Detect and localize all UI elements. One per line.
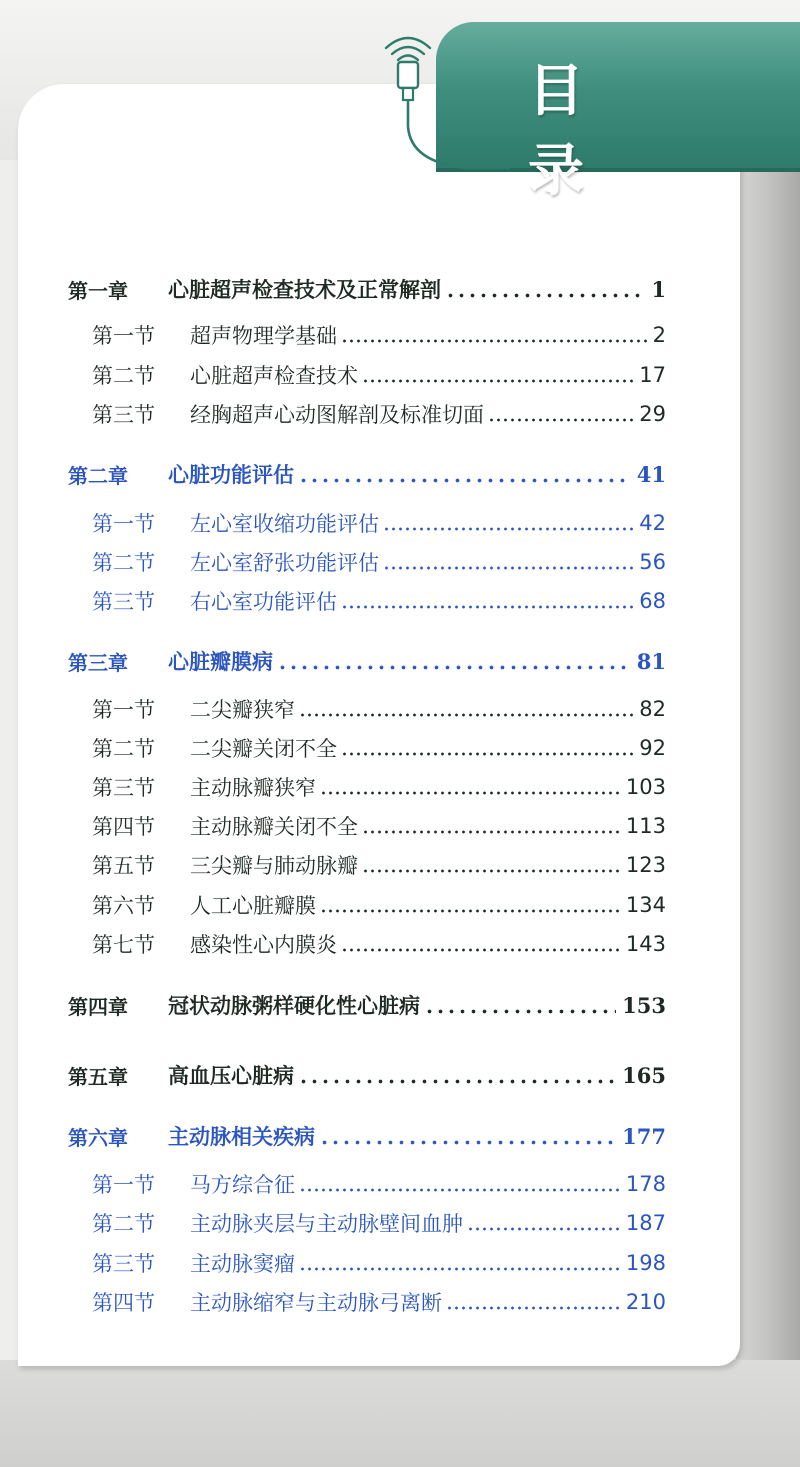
section-number: 第一节 xyxy=(92,324,155,348)
dot-leader xyxy=(445,293,645,298)
page-number: 1 xyxy=(651,276,666,302)
chapter-number: 第六章 xyxy=(68,1125,128,1150)
page-number: 123 xyxy=(625,853,666,877)
dot-leader xyxy=(446,1306,620,1310)
page-number: 56 xyxy=(639,550,666,574)
section-title: 左心室收缩功能评估 xyxy=(190,512,379,536)
dot-leader xyxy=(383,527,633,531)
page-number: 153 xyxy=(622,992,666,1018)
toc-section-row[interactable] xyxy=(92,397,666,431)
page-number: 113 xyxy=(625,814,666,838)
dot-leader xyxy=(362,379,633,383)
dot-leader xyxy=(362,830,620,834)
toc-chapter-row[interactable] xyxy=(68,1119,666,1153)
page-number: 41 xyxy=(636,461,666,487)
section-number: 第六节 xyxy=(92,894,155,918)
dot-leader xyxy=(320,791,620,795)
toc-chapter-row[interactable] xyxy=(68,272,666,306)
section-title: 主动脉夹层与主动脉壁间血肿 xyxy=(190,1212,463,1236)
toc-chapter-row[interactable] xyxy=(68,1058,666,1092)
dot-leader xyxy=(341,752,633,756)
page-number: 17 xyxy=(639,363,666,387)
toc-section-row[interactable] xyxy=(92,888,666,922)
dot-leader xyxy=(320,909,620,913)
toc-section-row[interactable] xyxy=(92,1246,666,1280)
page-number: 68 xyxy=(639,589,666,613)
section-number: 第三节 xyxy=(92,403,155,427)
chapter-title: 主动脉相关疾病 xyxy=(168,1124,315,1149)
page-number: 187 xyxy=(625,1211,666,1235)
page-number: 29 xyxy=(639,402,666,426)
toc-chapter-row[interactable] xyxy=(68,457,666,491)
dot-leader xyxy=(299,1267,620,1271)
dot-leader xyxy=(341,605,633,609)
page-number: 178 xyxy=(625,1172,666,1196)
toc-section-row[interactable] xyxy=(92,1206,666,1240)
toc-section-row[interactable] xyxy=(92,506,666,540)
dot-leader xyxy=(299,1188,620,1192)
chapter-number: 第四章 xyxy=(68,994,128,1019)
chapter-number: 第三章 xyxy=(68,650,128,675)
chapter-title: 心脏功能评估 xyxy=(168,462,294,487)
toc-section-row[interactable] xyxy=(92,1285,666,1319)
toc-section-row[interactable] xyxy=(92,692,666,726)
section-number: 第一节 xyxy=(92,698,155,722)
section-title: 左心室舒张功能评估 xyxy=(190,551,379,575)
toc-section-row[interactable] xyxy=(92,318,666,352)
section-number: 第二节 xyxy=(92,737,155,761)
section-title: 感染性心内膜炎 xyxy=(190,933,337,957)
chapter-number: 第一章 xyxy=(68,278,128,303)
page-number: 198 xyxy=(625,1251,666,1275)
toc-section-row[interactable] xyxy=(92,358,666,392)
section-number: 第三节 xyxy=(92,1252,155,1276)
toc-section-row[interactable] xyxy=(92,809,666,843)
page-number: 143 xyxy=(625,932,666,956)
section-title: 主动脉瓣狭窄 xyxy=(190,776,316,800)
section-title: 超声物理学基础 xyxy=(190,324,337,348)
section-number: 第一节 xyxy=(92,1173,155,1197)
page-number: 165 xyxy=(622,1062,666,1088)
section-number: 第三节 xyxy=(92,590,155,614)
page-title: 目 录 xyxy=(528,59,636,204)
dot-leader xyxy=(383,566,633,570)
section-number: 第二节 xyxy=(92,551,155,575)
page-number: 81 xyxy=(636,648,666,674)
toc-section-row[interactable] xyxy=(92,545,666,579)
chapter-number: 第五章 xyxy=(68,1064,128,1089)
section-number: 第四节 xyxy=(92,815,155,839)
section-title: 经胸超声心动图解剖及标准切面 xyxy=(190,403,484,427)
page-number: 42 xyxy=(639,511,666,535)
section-title: 心脏超声检查技术 xyxy=(190,364,358,388)
chapter-title: 冠状动脉粥样硬化性心脏病 xyxy=(168,993,420,1018)
dot-leader xyxy=(319,1140,616,1145)
toc-section-row[interactable] xyxy=(92,1167,666,1201)
page-number: 134 xyxy=(625,893,666,917)
dot-leader xyxy=(341,948,620,952)
toc-chapter-row[interactable] xyxy=(68,988,666,1022)
section-title: 人工心脏瓣膜 xyxy=(190,894,316,918)
dot-leader xyxy=(467,1227,620,1231)
section-number: 第七节 xyxy=(92,933,155,957)
toc-section-row[interactable] xyxy=(92,848,666,882)
section-number: 第五节 xyxy=(92,854,155,878)
dot-leader xyxy=(362,869,620,873)
toc-chapter-row[interactable] xyxy=(68,644,666,678)
section-number: 第三节 xyxy=(92,776,155,800)
dot-leader xyxy=(298,1079,616,1084)
dot-leader xyxy=(277,665,631,670)
chapter-number: 第二章 xyxy=(68,463,128,488)
dot-leader xyxy=(299,713,633,717)
section-number: 第一节 xyxy=(92,512,155,536)
toc-section-row[interactable] xyxy=(92,584,666,618)
section-title: 三尖瓣与肺动脉瓣 xyxy=(190,854,358,878)
page-number: 92 xyxy=(639,736,666,760)
page-number: 82 xyxy=(639,697,666,721)
chapter-title: 高血压心脏病 xyxy=(168,1063,294,1088)
section-title: 右心室功能评估 xyxy=(190,590,337,614)
page-number: 2 xyxy=(652,323,666,347)
section-title: 马方综合征 xyxy=(190,1173,295,1197)
section-title: 主动脉窦瘤 xyxy=(190,1252,295,1276)
chapter-title: 心脏瓣膜病 xyxy=(168,649,273,674)
toc-section-row[interactable] xyxy=(92,927,666,961)
section-title: 主动脉缩窄与主动脉弓离断 xyxy=(190,1291,442,1315)
section-number: 第二节 xyxy=(92,1212,155,1236)
toc-section-row[interactable] xyxy=(92,731,666,765)
toc-section-row[interactable] xyxy=(92,770,666,804)
page-number: 210 xyxy=(625,1290,666,1314)
dot-leader xyxy=(488,418,633,422)
section-title: 主动脉瓣关闭不全 xyxy=(190,815,358,839)
section-title: 二尖瓣关闭不全 xyxy=(190,737,337,761)
dot-leader xyxy=(298,478,631,483)
dot-leader xyxy=(424,1009,616,1014)
section-number: 第四节 xyxy=(92,1291,155,1315)
page-number: 103 xyxy=(625,775,666,799)
chapter-title: 心脏超声检查技术及正常解剖 xyxy=(168,277,441,302)
section-title: 二尖瓣狭窄 xyxy=(190,698,295,722)
dot-leader xyxy=(341,339,647,343)
section-number: 第二节 xyxy=(92,364,155,388)
page-number: 177 xyxy=(622,1123,666,1149)
